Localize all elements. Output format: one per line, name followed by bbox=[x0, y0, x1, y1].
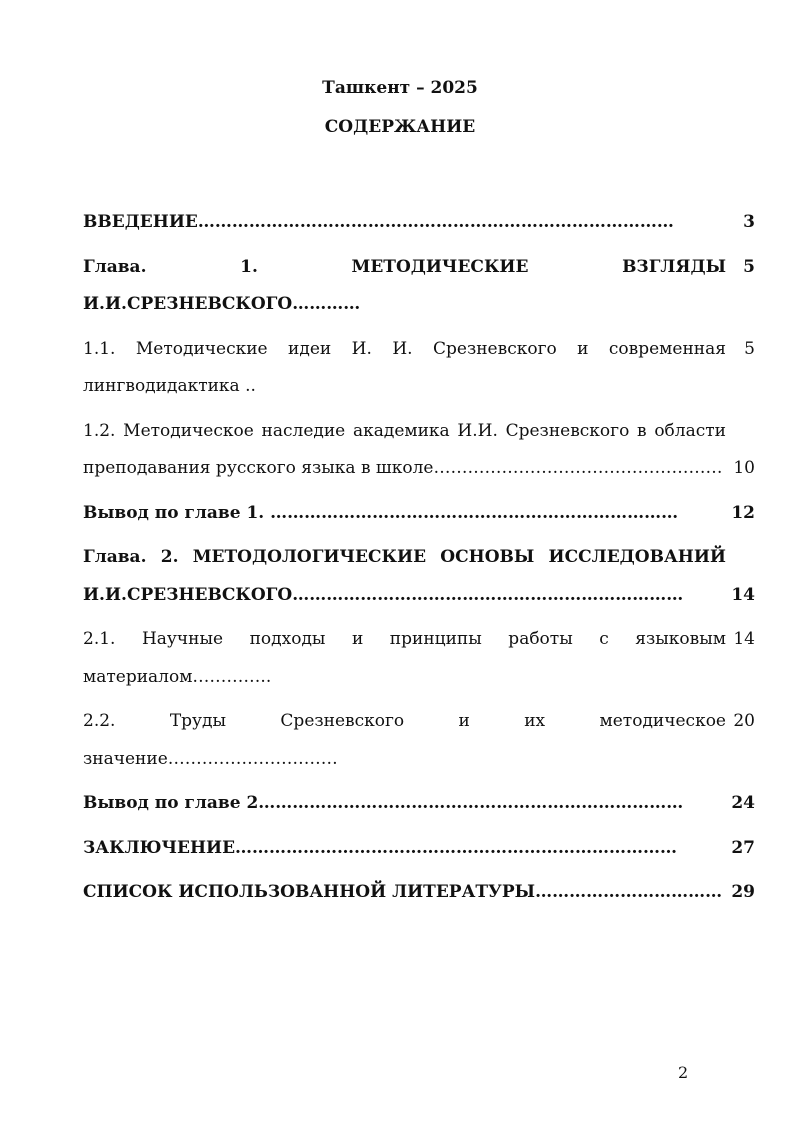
toc-entry-chapter-2 bbox=[83, 539, 755, 614]
toc-entry-chapter-1 bbox=[83, 249, 755, 324]
toc-entry-page: 10 bbox=[733, 458, 755, 478]
city-year: Ташкент – 2025 bbox=[322, 78, 478, 98]
toc-entry-title: ЗАКЛЮЧЕНИЕ…………………………………………………………………… bbox=[83, 837, 678, 858]
toc-entry-title: Глава. 1. МЕТОДИЧЕСКИЕ ВЗГЛЯДЫ И.И.СРЕЗНЕВСКОГО………… bbox=[83, 256, 726, 314]
toc-entry-page: 3 bbox=[743, 212, 755, 232]
toc-entry-title: Глава. 2. МЕТОДОЛОГИЧЕСКИЕ ОСНОВЫ ИССЛЕДОВАНИЙ И.И.СРЕЗНЕВСКОГО…………………………………………………………… bbox=[83, 547, 726, 605]
toc-entry-bibliography bbox=[83, 874, 755, 912]
toc-entry-page: 5 bbox=[744, 338, 755, 359]
toc-entry-title: Вывод по главе 1. ……………………………………………………………… bbox=[83, 502, 679, 523]
page-number: 2 bbox=[678, 1063, 689, 1082]
toc-entry-page: 5 bbox=[743, 256, 755, 277]
toc-entry-page: 27 bbox=[731, 837, 755, 858]
toc-entry-title: Вывод по главе 2………………………………………………………………… bbox=[83, 793, 684, 813]
toc-entry-title: 2.1. Научные подходы и принципы работы с языковым материалом………….. bbox=[83, 629, 726, 687]
toc-entry-title: 1.2. Методическое наследие академика И.И. Срезневского в области преподавания русского языка в школе…………………………………………… bbox=[83, 420, 726, 478]
toc-entry-page: 14 bbox=[731, 584, 755, 605]
toc-title: СОДЕРЖАНИЕ bbox=[324, 117, 476, 137]
toc-entry-final-conclusion bbox=[83, 830, 755, 868]
toc-entry-page: 29 bbox=[731, 882, 755, 902]
toc-entry-title: 2.2. Труды Срезневского и их методическое значение………………………… bbox=[83, 711, 726, 769]
toc-entry-section-1-1 bbox=[83, 331, 755, 406]
toc-entry-title: СПИСОК ИСПОЛЬЗОВАННОЙ ЛИТЕРАТУРЫ…………………………… bbox=[83, 882, 723, 902]
table-of-contents bbox=[83, 204, 755, 919]
toc-entry-page: 12 bbox=[731, 502, 755, 523]
toc-entry-section-2-2 bbox=[83, 703, 755, 778]
toc-entry-title: ВВЕДЕНИЕ………………………………………………………………………… bbox=[83, 212, 674, 232]
toc-entry-introduction bbox=[83, 204, 755, 242]
toc-entry-page: 20 bbox=[733, 711, 755, 731]
toc-entry-conclusion-chapter-1 bbox=[83, 495, 755, 533]
toc-entry-page: 14 bbox=[733, 629, 755, 649]
toc-entry-title: 1.1. Методические идеи И. И. Срезневского и современная лингводидактика .. bbox=[83, 338, 726, 396]
toc-entry-conclusion-chapter-2 bbox=[83, 785, 755, 823]
toc-entry-page: 24 bbox=[731, 793, 755, 813]
toc-entry-section-1-2 bbox=[83, 413, 755, 488]
toc-entry-section-2-1 bbox=[83, 621, 755, 696]
